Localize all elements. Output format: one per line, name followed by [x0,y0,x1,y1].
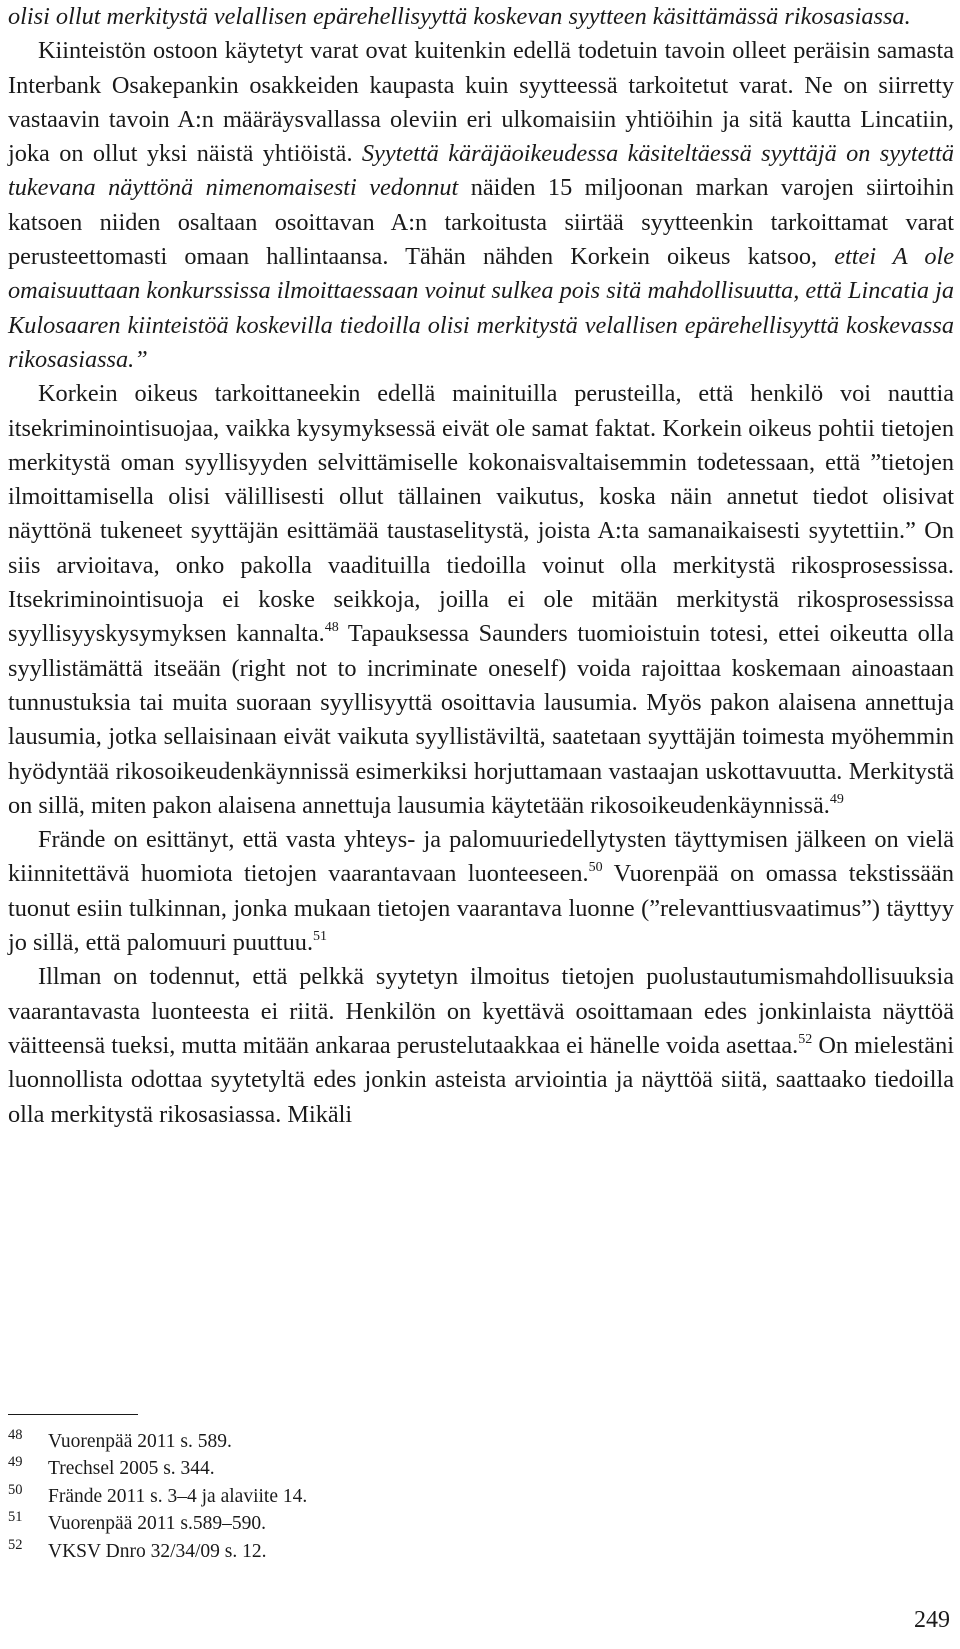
footnote-text: Trechsel 2005 s. 344. [48,1458,215,1480]
footnote-text: Vuorenpää 2011 s.589–590. [48,1513,266,1535]
footnote-number: 51 [8,1509,23,1526]
footnote-text: Frände 2011 s. 3–4 ja alaviite 14. [48,1485,308,1507]
footnote-ref: 49 [829,792,844,808]
footnote-number: 48 [8,1427,23,1443]
footnote-ref: 48 [324,620,339,636]
footnote-ref: 52 [798,1032,813,1048]
paragraph-1 [8,0,954,34]
footnote-50 [8,1483,708,1510]
italic-text-run: Syytettä käräjäoikeudessa käsiteltäessä syyttäjä on syytettä tukevana näyttönä nimenomaisesti vedonnut [8,140,954,202]
footnote-number: 52 [8,1536,23,1553]
paragraph-2 [8,34,954,377]
footnote-number: 49 [8,1454,23,1471]
footnote-52 [8,1538,708,1565]
text-run: Tapauksessa Saunders tuomioistuin totesi, ettei oikeutta olla syyllistämättä itseään (right not to incriminate oneself) voida rajoittaa koskemaan ainoastaan tunnustuksia tai muita suoraan syyllisyyttä osoittavia lausumia. Myös pakon alaisena annettuja lausumia, jotka sellaisinaan eivät vaikuta syyllistäviltä, saatetaan syyttäjän toimesta myöhemmin hyödyntää rikosoikeudenkäynnissä esimerkiksi horjuttamaan vastaajan uskottavuutta. Merkitystä on sillä, miten pakon alaisena annettuja lausumia käytetään rikosoikeudenkäynnissä. [8,620,954,819]
footnote-separator [8,1414,138,1415]
text-run: Vuorenpää on omassa tekstissään tuonut esiin tulkinnan, jonka mukaan tietojen vaarantava luonne (”relevanttiusvaatimus”) täyttyy jo sillä, että palomuuri puuttuu. [8,860,954,957]
footnote-51 [8,1510,708,1537]
footnote-number: 50 [8,1481,23,1498]
footnote-text: VKSV Dnro 32/34/09 s. 12. [48,1540,267,1562]
text-run: näiden 15 miljoonan markan varojen siirtoihin katsoen niiden osaltaan osoittavan A:n tarkoitusta siirtää syytteenkin tarkoittamat varat perusteettomasti omaan hallintaansa. Tähän nähden Korkein oikeus katsoo, [8,174,954,271]
footnote-ref: 51 [313,929,328,945]
text-run: Illman on todennut, että pelkkä syytetyn ilmoitus tietojen puolustautumismahdollisuuksia vaarantavasta luonteesta ei riitä. Henkilön on kyettävä osoittamaan edes jonkinlaista näyttöä väitteensä tueksi, mutta mitään ankaraa perustelutaakkaa ei hänelle voida asettaa. [8,963,954,1059]
footnote-ref: 50 [588,860,603,876]
text-run: Frände on esittänyt, että vasta yhteys- ja palomuuriedellytysten täyttymisen jälkeen on vielä kiinnitettävä huomiota tietojen vaarantavaan luonteeseen. [8,826,954,888]
footnotes [8,1428,708,1565]
paragraph-4 [8,823,954,960]
text-run: Korkein oikeus tarkoittaneekin edellä mainituilla perusteilla, että henkilö voi nauttia itsekriminointisuojaa, vaikka kysymyksessä eivät ole samat faktat. Korkein oikeus pohtii tietojen merkitystä oman syyllisyyden selvittämiselle kokonaisvaltaisemmin todetessaan, että ”tietojen ilmoittamisella olisi välillisesti ollut tällainen vaikutus, koska näin annetut tiedot olisivat näyttönä tukeneet syyttäjän esittämää taustaselitystä, joista A:ta samanaikaisesti syytettiin.” On siis arvioitava, onko pakolla vaadituilla tiedoilla voinut olla merkitystä rikosprosessissa. Itsekriminointisuoja ei koske seikkoja, joilla ei ole mitään merkitystä rikosprosessissa syyllisyyskysymyksen kannalta. [8,380,954,648]
italic-text-run: olisi ollut merkitystä velallisen epärehellisyyttä koskevan syytteen käsittämässä rikosasiassa. [8,3,911,30]
footnote-48 [8,1428,708,1455]
text-run: Kiinteistön ostoon käytetyt varat ovat kuitenkin edellä todetuin tavoin olleet peräisin samasta Interbank Osakepankin osakkeiden kaupasta kuin syytteessä tarkoitetut varat. Ne on siirretty vastaavin tavoin A:n määräysvallassa oleviin eri ulkomaisiin yhtiöihin ja sitä kautta Lincatiin, joka on ollut yksi näistä yhtiöistä. [8,37,954,168]
body-text [8,0,954,1132]
paragraph-5 [8,960,954,1131]
footnote-text: Vuorenpää 2011 s. 589. [48,1431,232,1452]
page-number: 249 [914,1607,950,1633]
italic-text-run: ettei A ole omaisuuttaan konkurssissa ilmoittaessaan voinut sulkea pois sitä mahdollisuutta, että Lincatia ja Kulosaaren kiinteistöä koskevilla tiedoilla olisi merkitystä velallisen epärehellisyyttä koskevassa rikosasiassa.” [8,243,954,373]
paragraph-3 [8,377,954,823]
footnote-49 [8,1455,708,1482]
text-run: On mielestäni luonnollista odottaa syytetyltä edes jonkin asteista arviointia ja näyttöä siitä, saattaako tiedoilla olla merkitystä rikosasiassa. Mikäli [8,1031,954,1128]
